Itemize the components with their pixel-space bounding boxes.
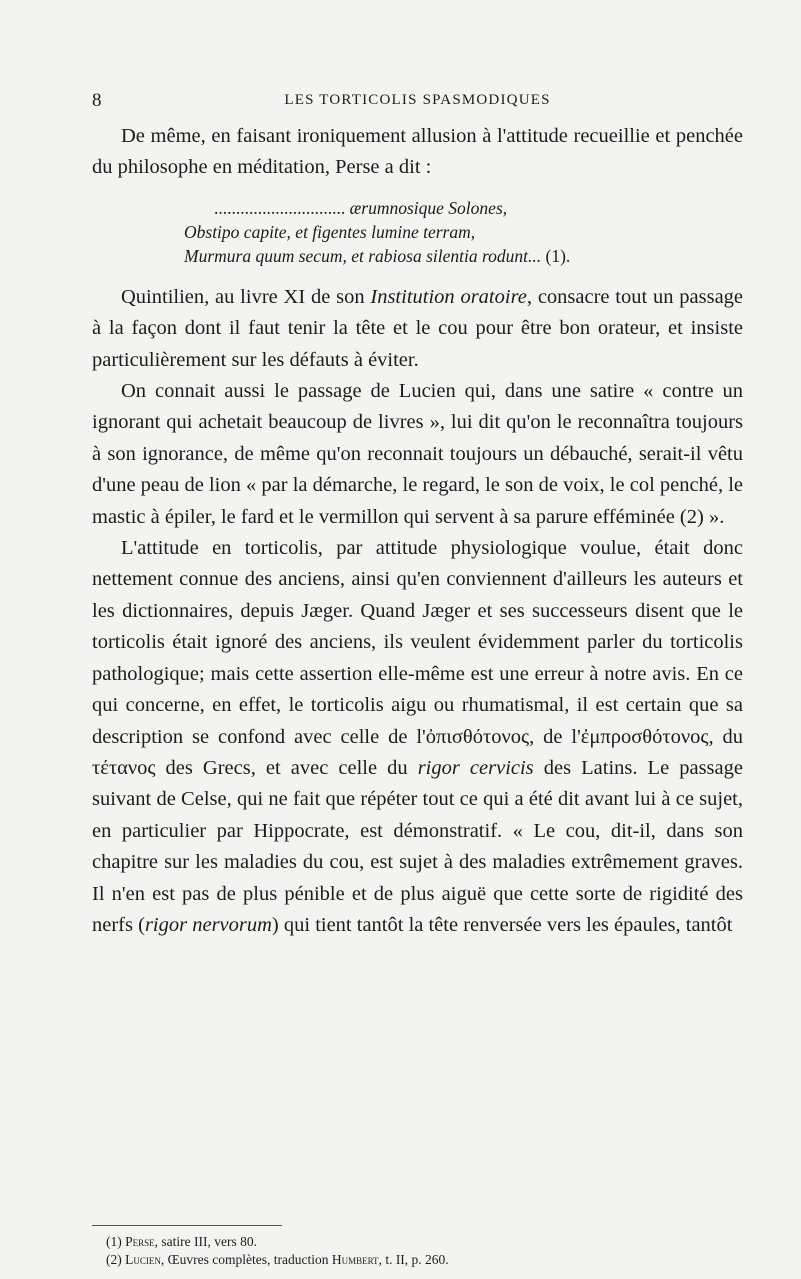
paragraph-2-after: consacre tout un passage à la façon dont il faut tenir la tête et le cou pour être bon orateur, et insiste particulièrement sur les défauts à éviter. [92,285,744,371]
paragraph-4 [92,533,743,941]
footnotes [106,1233,726,1269]
verse-line-3: Murmura quum secum, et rabiosa silentia rodunt... [184,245,542,266]
verse-quotation [184,196,743,268]
greek-emprosthotonos: ἐμπροσθότονος [580,725,709,748]
latin-rigor-cervicis: rigor cervicis [417,756,534,779]
greek-opisthotonos: ὀπισθότονος [425,725,530,748]
footnote-1 [106,1233,726,1251]
footnote-2-text: , Œuvres complètes, traduction [160,1252,332,1267]
footnote-1-text: , satire III, vers 80. [154,1234,257,1249]
footnote-2 [106,1251,726,1269]
paragraph-2-before: Quintilien, au livre XI de son [121,285,365,308]
verse-line-1-text: ærumnosique Solones, [349,197,508,218]
verse-dots: .............................. [214,197,346,218]
footnote-rule [92,1225,282,1226]
verse-line-1 [184,198,507,218]
paragraph-4-part-3: , du [708,725,743,748]
paragraph-1: De même, en faisant ironiquement allusion à l'attitude recueillie et penchée du philosophe en méditation, Perse a dit : [92,125,743,179]
greek-tetanos: τέτανος [92,756,156,779]
running-head: LES TORTICOLIS SPASMODIQUES [284,92,551,108]
paragraph-3: On connait aussi le passage de Lucien qui, dans une satire « contre un ignorant qui achetait beaucoup de livres », lui dit qu'on le reconnaîtra toujours à son ignorance, de même qu'on reconnait toujours un débauché, serait-il vêtu d'une peau de lion « par la démarche, le regard, le son de voix, le col penché, le mastic à épiler, le fard et le vermillon qui servent à sa parure efféminée (2) ». [92,380,743,528]
verse-line-2: Obstipo capite, et figentes lumine terram, [184,221,476,242]
paragraph-4-part-4: des Grecs, et avec celle du [155,756,418,779]
paragraph-2 [92,282,743,376]
verse-footnote-ref: (1). [545,245,571,266]
footnote-2-tail: , t. II, p. 260. [378,1252,449,1267]
latin-rigor-nervorum: rigor nervorum [144,913,272,936]
paragraph-4-part-2: , de l' [529,725,581,748]
footnote-1-number: (1) [106,1234,122,1249]
body-text [92,121,743,941]
footnote-1-author: Perse [125,1234,155,1249]
page-number: 8 [92,90,103,111]
footnote-2-number: (2) [106,1252,122,1267]
book-title: Institution oratoire, [370,285,533,308]
footnote-2-author: Lucien [125,1252,161,1267]
paragraph-4-part-6: ) qui tient tantôt la tête renversée vers les épaules, tantôt [271,913,733,936]
page-header [92,86,743,116]
footnote-2-translator: Humbert [331,1252,379,1267]
paragraph-4-part-1: L'attitude en torticolis, par attitude physiologique voulue, était donc nettement connue des anciens, ainsi qu'en conviennent d'ailleurs les auteurs et les dictionnaires, depuis Jæger. Quand Jæger et ses successeurs disent que le torticolis était ignoré des anciens, ils veulent évidemment parler du torticolis pathologique; mais cette assertion elle-même est une erreur à notre avis. En ce qui concerne, en effet, le torticolis aigu ou rhumatismal, il est certain que sa description se confond avec celle de l' [92,537,743,748]
paragraph-4-part-5: des Latins. Le passage suivant de Celse, qui ne fait que répéter tout ce qui a été dit avant lui à ce sujet, en particulier par Hippocrate, est démonstratif. « Le cou, dit-il, dans son chapitre sur les maladies du cou, est sujet à des maladies extrêmement graves. Il n'en est pas de plus pénible et de plus aiguë que cette sorte de rigidité des nerfs ( [92,756,743,936]
